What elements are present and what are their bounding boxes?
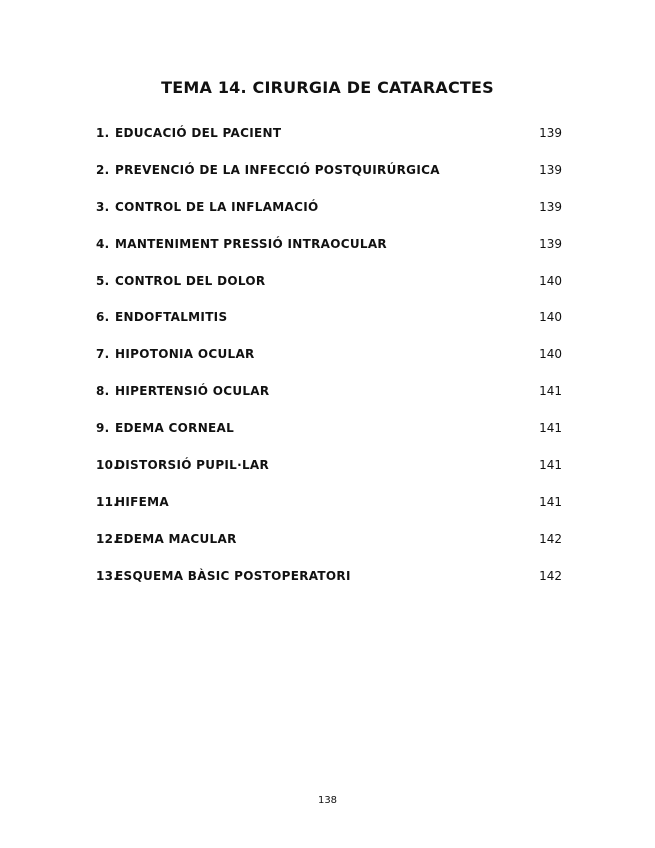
toc-entry-label: EDEMA CORNEAL [115, 421, 235, 436]
toc-entry-number: 5. [96, 273, 110, 288]
toc-entry-number: 3. [96, 199, 110, 214]
toc-entry-page: 141 [539, 384, 562, 399]
toc-entry-number: 13. [96, 568, 119, 583]
toc-entry-page: 140 [539, 347, 562, 362]
toc-entry-number: 6. [96, 310, 110, 325]
toc-entry-page: 139 [539, 236, 562, 251]
toc-entry-number: 7. [96, 347, 110, 362]
toc-entry-label: MANTENIMENT PRESSIÓ INTRAOCULAR [115, 236, 387, 251]
toc-entry [96, 200, 562, 237]
toc-entry [96, 237, 562, 274]
toc-entry [96, 569, 562, 606]
toc-entry-label: ESQUEMA BÀSIC POSTOPERATORI [115, 568, 351, 583]
toc-entry [96, 421, 562, 458]
toc-entry-number: 10. [96, 458, 119, 473]
toc-entry-label: EDUCACIÓ DEL PACIENT [115, 126, 282, 140]
toc-entry [96, 274, 562, 311]
toc-entry-page: 141 [539, 421, 562, 436]
toc-entry-label: HIPOTONIA OCULAR [115, 347, 255, 362]
toc-entry-page: 142 [539, 531, 562, 546]
toc-entry-number: 4. [96, 236, 110, 251]
toc-entry-page: 139 [539, 199, 562, 214]
toc-entry-page: 139 [539, 162, 562, 177]
toc-entry-page: 139 [539, 126, 562, 140]
page-title: TEMA 14. CIRURGIA DE CATARACTES [161, 78, 494, 97]
toc-entry [96, 532, 562, 569]
toc-entry-label: PREVENCIÓ DE LA INFECCIÓ POSTQUIRÚRGICA [115, 162, 440, 177]
toc-entry-label: CONTROL DEL DOLOR [115, 273, 266, 288]
toc-entry-number: 9. [96, 421, 110, 436]
toc-entry [96, 458, 562, 495]
toc-entry-number: 11. [96, 494, 119, 509]
toc-entry-number: 8. [96, 384, 110, 399]
toc-entry-number: 12. [96, 531, 119, 546]
toc-entry-page: 140 [539, 310, 562, 325]
toc-entry-label: CONTROL DE LA INFLAMACIÓ [115, 199, 319, 214]
toc-entry [96, 163, 562, 200]
toc-entry-label: HIFEMA [115, 494, 169, 509]
toc-entry-page: 141 [539, 494, 562, 509]
toc-entry [96, 126, 562, 163]
toc-entry-page: 141 [539, 458, 562, 473]
toc-entry [96, 384, 562, 421]
toc-entry-label: ENDOFTALMITIS [115, 310, 228, 325]
toc-entry-number: 1. [96, 126, 110, 140]
page-number: 138 [317, 795, 338, 806]
toc-entry-number: 2. [96, 162, 110, 177]
toc-entry-label: DISTORSIÓ PUPIL·LAR [115, 458, 270, 473]
toc-entry-label: EDEMA MACULAR [115, 531, 237, 546]
table-of-contents [96, 126, 562, 606]
toc-entry-page: 142 [539, 568, 562, 583]
toc-entry [96, 310, 562, 347]
toc-entry-label: HIPERTENSIÓ OCULAR [115, 384, 270, 399]
toc-entry [96, 347, 562, 384]
toc-entry [96, 495, 562, 532]
toc-entry-page: 140 [539, 273, 562, 288]
